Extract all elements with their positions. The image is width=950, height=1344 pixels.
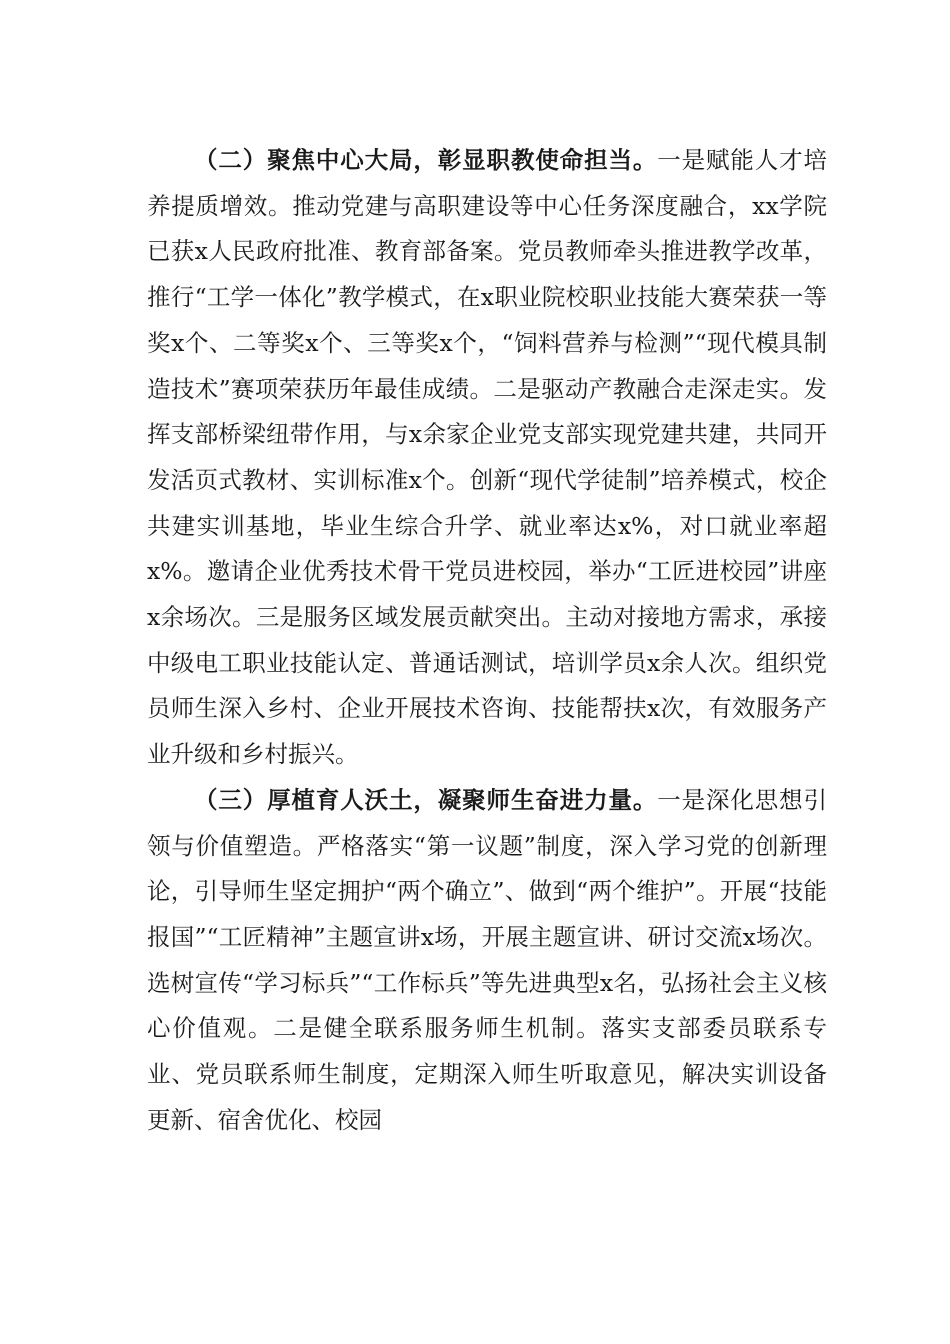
section-three-text: 一是深化思想引领与价值塑造。严格落实“第一议题”制度，深入学习党的创新理论，引导师生坚定拥护“两个确立”、做到“两个维护”。开展“技能报国”“工匠精神”主题宣讲x场，开展主题宣讲、研讨交流x场次。选树宣传“学习标兵”“工作标兵”等先进典型x名，弘扬社会主义核心价值观。二是健全联系服务师生机制。落实支部委员联系专业、党员联系师生制度，定期深入师生听取意见，解决实训设备更新、宿舍优化、校园 <box>147 785 828 1134</box>
paragraph-section-two <box>147 138 827 778</box>
section-two-text: 一是赋能人才培养提质增效。推动党建与高职建设等中心任务深度融合，xx学院已获x人民政府批准、教育部备案。党员教师牵头推进教学改革，推行“工学一体化”教学模式，在x职业院校职业技能大赛荣获一等奖x个、二等奖x个、三等奖x个，“饲料营养与检测”“现代模具制造技术”赛项荣获历年最佳成绩。二是驱动产教融合走深走实。发挥支部桥梁纽带作用，与x余家企业党支部实现党建共建，共同开发活页式教材、实训标准x个。创新“现代学徒制”培养模式，校企共建实训基地，毕业生综合升学、就业率达x%，对口就业率超x%。邀请企业优秀技术骨干党员进校园，举办“工匠进校园”讲座x余场次。三是服务区域发展贡献突出。主动对接地方需求，承接中级电工职业技能认定、普通话测试，培训学员x余人次。组织党员师生深入乡村、企业开展技术咨询、技能帮扶x次，有效服务产业升级和乡村振兴。 <box>147 146 828 769</box>
document-body <box>147 138 827 1143</box>
section-three-heading: （三）厚植育人沃土，凝聚师生奋进力量。 <box>194 785 658 814</box>
section-two-heading: （二）聚焦中心大局，彰显职教使命担当。 <box>194 146 658 174</box>
paragraph-section-three <box>147 778 827 1144</box>
